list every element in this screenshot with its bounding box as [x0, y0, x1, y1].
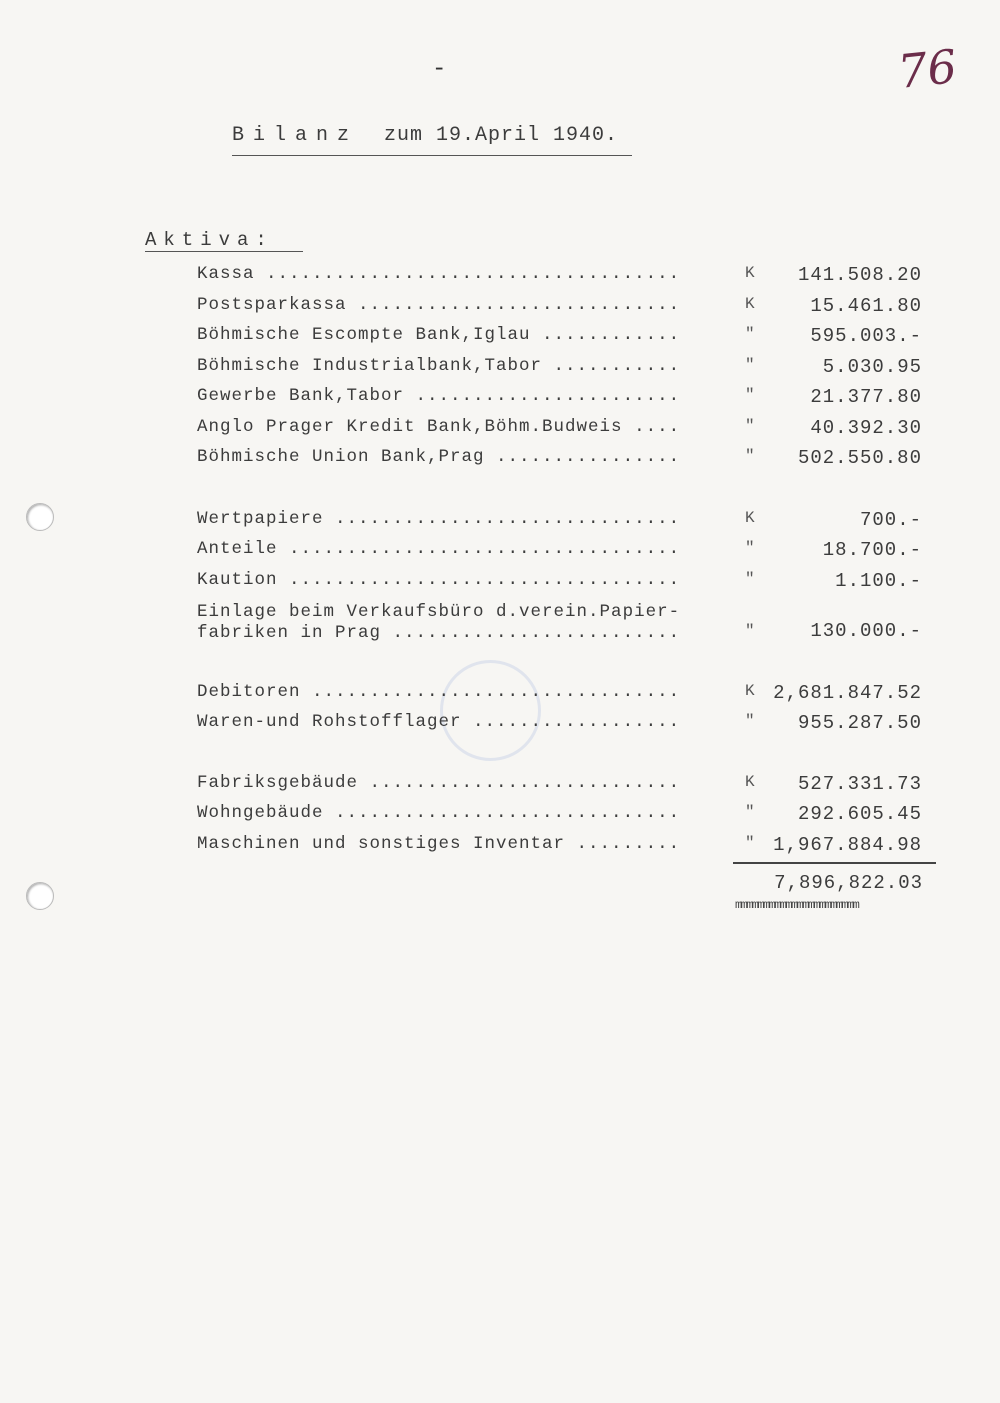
row-amount: 502.550.80 [797, 447, 922, 469]
row-amount: 15.461.80 [810, 295, 922, 317]
row-currency: " [745, 803, 756, 821]
row-label: Debitoren ................................ [197, 682, 681, 702]
row-amount: 527.331.73 [797, 773, 922, 795]
row-label: Anglo Prager Kredit Bank,Böhm.Budweis .... [197, 417, 681, 437]
row-label: Fabriksgebäude ........................... [197, 773, 681, 793]
ledger-row [197, 803, 922, 829]
row-amount: 2,681.847.52 [773, 682, 922, 704]
row-currency: K [745, 295, 756, 313]
ledger-row [197, 447, 922, 473]
ledger-row [197, 682, 922, 708]
row-label: Anteile .................................. [197, 539, 681, 559]
row-currency: " [745, 447, 756, 465]
row-currency: " [745, 417, 756, 435]
row-label: Wohngebäude .............................. [197, 803, 681, 823]
section-underline [145, 251, 303, 252]
title-date: zum 19.April 1940. [384, 124, 619, 147]
ledger-row [197, 773, 922, 799]
row-label: Waren-und Rohstofflager .................. [197, 712, 681, 732]
row-label: Kaution .................................. [197, 570, 681, 590]
ledger-row [197, 602, 922, 650]
row-label: Postsparkassa ............................ [197, 295, 681, 315]
ledger-row [197, 539, 922, 565]
ledger-row [197, 264, 922, 290]
row-label: Einlage beim Verkaufsbüro d.verein.Papier- fabriken in Prag ......................... [197, 602, 681, 643]
section-title-aktiva: Aktiva: [145, 229, 274, 251]
row-currency: " [745, 622, 756, 640]
handwritten-page-number: 76 [895, 39, 960, 99]
row-amount: 40.392.30 [810, 417, 922, 439]
ledger-row [197, 356, 922, 382]
ledger-row [197, 570, 922, 596]
total-double-underline: mmmmmmmmmmmmmmmmmmmmmm [735, 898, 859, 912]
punch-hole [26, 503, 54, 531]
row-label: Böhmische Union Bank,Prag ................ [197, 447, 681, 467]
ledger-row [197, 295, 922, 321]
header-dash: - [432, 56, 447, 83]
row-amount: 1.100.- [835, 570, 922, 592]
row-currency: K [745, 773, 756, 791]
row-currency: " [745, 570, 756, 588]
row-currency: K [745, 682, 756, 700]
row-label: Böhmische Industrialbank,Tabor ........... [197, 356, 681, 376]
ledger-row [197, 834, 922, 860]
ledger-row [197, 386, 922, 412]
row-currency: " [745, 834, 756, 852]
row-amount: 1,967.884.98 [773, 834, 922, 856]
row-label: Wertpapiere .............................. [197, 509, 681, 529]
row-amount: 292.605.45 [797, 803, 922, 825]
row-amount: 595.003.- [810, 325, 922, 347]
row-label: Böhmische Escompte Bank,Iglau ............ [197, 325, 681, 345]
ledger-row [197, 417, 922, 443]
row-label: Gewerbe Bank,Tabor ....................... [197, 386, 681, 406]
row-label: Kassa .................................... [197, 264, 681, 284]
title-word: Bilanz [232, 124, 359, 147]
document-title [232, 124, 618, 147]
faded-stamp [440, 660, 541, 761]
total-amount: 7,896,822.03 [774, 872, 923, 894]
row-currency: K [745, 264, 756, 282]
total-rule [733, 862, 936, 864]
row-currency: " [745, 356, 756, 374]
row-currency: " [745, 712, 756, 730]
row-amount: 130.000.- [810, 620, 922, 642]
row-label: Maschinen und sonstiges Inventar ......... [197, 834, 681, 854]
punch-hole [26, 882, 54, 910]
title-underline [232, 155, 632, 156]
row-amount: 141.508.20 [797, 264, 922, 286]
row-currency: " [745, 539, 756, 557]
ledger-row [197, 712, 922, 738]
row-amount: 18.700.- [822, 539, 922, 561]
ledger-row [197, 325, 922, 351]
row-currency: " [745, 325, 756, 343]
row-currency: " [745, 386, 756, 404]
ledger-row [197, 509, 922, 535]
row-amount: 5.030.95 [822, 356, 922, 378]
row-amount: 955.287.50 [797, 712, 922, 734]
row-currency: K [745, 509, 756, 527]
row-amount: 21.377.80 [810, 386, 922, 408]
row-amount: 700.- [859, 509, 922, 531]
